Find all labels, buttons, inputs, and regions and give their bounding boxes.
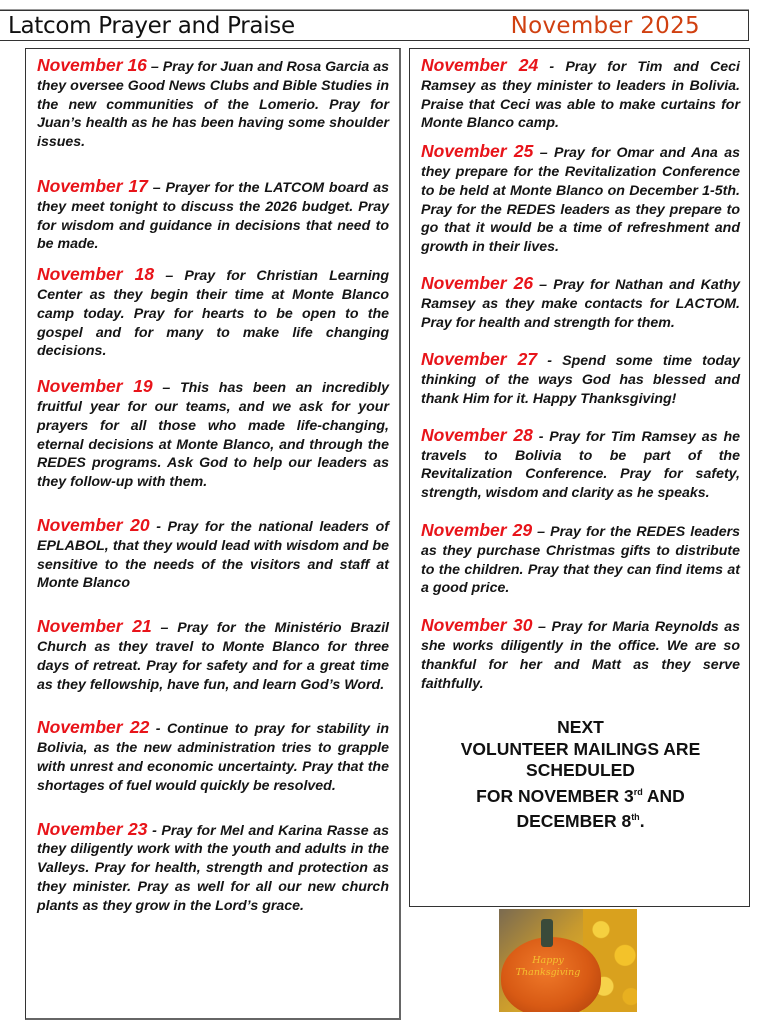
prayer-entry-nov28: November 28 - Pray for Tim Ramsey as he travels to Bolivia to be part of the Revitalization Conference. Pray for safety, strength, wisdom and clarity as he speaks. (421, 424, 740, 502)
entry-date: November 29 (421, 519, 533, 540)
entry-text: Pray for the national leaders of EPLABOL, that they would lead with wisdom and be sensitive to the needs of the visitors and staff at Monte Blanco (37, 518, 390, 592)
entry-text: Pray for Maria Reynolds as she works diligently in the office. We are so thankful for her and Matt as they serve faithfully. (421, 619, 740, 692)
entry-text: Pray for Tim and Ceci Ramsey as they minister to leaders in Bolivia. Praise that Ceci was able to make curtains for Monte Blanco camp. (421, 59, 740, 132)
thanksgiving-pumpkin-image (499, 909, 637, 1012)
volunteer-mailing-notice: NEXT VOLUNTEER MAILINGS ARE SCHEDULED FOR NOVEMBER 3rd AND DECEMBER 8th. (460, 717, 701, 832)
entry-text: Prayer for the LATCOM board as they meet tonight to discuss the 2026 budget. Pray for wisdom and guidance in decisions that need to be made. (37, 179, 389, 253)
newsletter-header (0, 10, 749, 41)
prayer-entry-nov22: November 22 - Continue to pray for stability in Bolivia, as the new administration tries to grapple with unrest and economic uncertainty. Pray that the shortages of fuel would quickly be resolved. (37, 717, 389, 794)
prayer-entry-nov27: November 27 - Spend some time today thinking of the ways God has blessed and thank Him for it. Happy Thanksgiving! (421, 349, 740, 407)
entry-text: Pray for Christian Learning Center as they begin their time at Monte Blanco camp today. Pray for hearts to be open to the gospel and for many to make life changing decisions. (37, 268, 390, 360)
prayer-entry-nov16: November 16 – Pray for Juan and Rosa Garcia as they oversee Good News Clubs and Bible Studies in the new communities of the Lomerio. Pray for Juan’s health as he has been having some shoulder issues. (37, 55, 390, 151)
right-prayer-column (409, 48, 750, 907)
entry-date: November 16 (37, 55, 147, 75)
entry-text: This has been an incredibly fruitful year for our teams, and we ask for your prayers for all those who made life-changing, eternal decisions at Monte Blanco, and through the REDES programs. Ask God to help our leaders as they follow-up with them. (37, 380, 389, 491)
entry-date: November 25 (421, 141, 534, 162)
entry-date: November 22 (37, 717, 150, 738)
entry-text: Pray for Juan and Rosa Garcia as they oversee Good News Clubs and Bible Studies in the new communities of the Lomerio. Pray for Juan’s health as he has been having some shoulder issues. (37, 59, 390, 151)
entry-date: November 17 (37, 175, 148, 196)
happy-thanksgiving-caption: Happy Thanksgiving (515, 955, 581, 978)
entry-date: November 24 (421, 55, 539, 75)
entry-text: Continue to pray for stability in Bolivia, as the new administration tries to grapple with unrest and economic uncertainty. Pray that the shortages of fuel would quickly be resolved. (37, 721, 389, 794)
prayer-entry-nov26: November 26 – Pray for Nathan and Kathy Ramsey as they make contacts for LACTOM. Pray for health and strength for them. (421, 272, 740, 331)
entry-text: Pray for Nathan and Kathy Ramsey as they make contacts for LACTOM. Pray for health and strength for them. (421, 276, 740, 331)
prayer-entry-nov24: November 24 - Pray for Tim and Ceci Ramsey as they minister to leaders in Bolivia. Praise that Ceci was able to make curtains for Monte Blanco camp. (421, 55, 740, 132)
entry-text: Pray for Omar and Ana as they prepare for the Revitalization Conference to be held at Monte Blanco on December 1-5th. Pray for the REDES leaders as they prepare to go that it would be a time of refreshment and growth in their lives. (421, 145, 740, 256)
entry-date: November 28 (421, 424, 533, 445)
prayer-entry-nov30: November 30 – Pray for Maria Reynolds as she works diligently in the office. We are so thankful for her and Matt as they serve faithfully. (421, 615, 740, 692)
entry-text: Pray for Mel and Karina Rasse as they diligently work with the youth and adults in the Valleys. Pray for health, strength and protection as they minister. Pray as well for all our new church plants as they grow in the Lord’s grace. (37, 822, 389, 914)
entry-text: Pray for the REDES leaders as they purchase Christmas gifts to distribute to the children. Pray that they can find items at a good price. (421, 523, 740, 597)
entry-date: November 21 (37, 616, 152, 637)
pumpkin-stem (541, 919, 553, 947)
entry-date: November 19 (37, 376, 153, 397)
newsletter-month: November 2025 (510, 13, 700, 39)
prayer-entry-nov17: November 17 – Prayer for the LATCOM board as they meet tonight to discuss the 2026 budget. Pray for wisdom and guidance in decisions that need to be made. (37, 175, 389, 253)
newsletter-title: Latcom Prayer and Praise (8, 13, 295, 39)
entry-date: November 27 (421, 349, 538, 370)
prayer-entry-nov23: November 23 - Pray for Mel and Karina Rasse as they diligently work with the youth and adults in the Valleys. Pray for health, strength and protection as they minister. Pray as well for all our new church plants as they grow in the Lord’s grace. (37, 818, 389, 914)
entry-text: Pray for Tim Ramsey as he travels to Bolivia to be part of the Revitalization Conference. Pray for safety, strength, wisdom and clarity as he speaks. (421, 428, 740, 502)
entry-text: Pray for the Ministério Brazil Church as they travel to Monte Blanco for three days of retreat. Pray for safety and for a great time as they fellowship, have fun, and learn God’s Word. (37, 620, 389, 693)
entry-date: November 18 (37, 264, 155, 285)
entry-text: Spend some time today thinking of the ways God has blessed and thank Him for it. Happy Thanksgiving! (421, 353, 740, 407)
prayer-entry-nov19: November 19 – This has been an incredibly fruitful year for our teams, and we ask for your prayers for all those who made life-changing, eternal decisions at Monte Blanco, and through the REDES programs. Ask God to help our leaders as they follow-up with them. (37, 376, 389, 491)
prayer-entry-nov25: November 25 – Pray for Omar and Ana as they prepare for the Revitalization Conference to be held at Monte Blanco on December 1-5th. Pray for the REDES leaders as they prepare to go that it would be a time of refreshment and growth in their lives. (421, 141, 740, 256)
entry-date: November 23 (37, 818, 148, 839)
entry-date: November 20 (37, 514, 150, 535)
prayer-entry-nov20: November 20 - Pray for the national leaders of EPLABOL, that they would lead with wisdom and be sensitive to the needs of the visitors and staff at Monte Blanco (37, 514, 390, 592)
prayer-entry-nov29: November 29 – Pray for the REDES leaders as they purchase Christmas gifts to distribute to the children. Pray that they can find items at a good price. (421, 519, 740, 597)
prayer-entry-nov18: November 18 – Pray for Christian Learning Center as they begin their time at Monte Blanco camp today. Pray for hearts to be open to the gospel and for many to make life changing decisions. (37, 264, 390, 360)
left-prayer-column (25, 48, 401, 1020)
entry-date: November 30 (421, 615, 533, 636)
entry-date: November 26 (421, 272, 534, 293)
prayer-entry-nov21: November 21 – Pray for the Ministério Brazil Church as they travel to Monte Blanco for three days of retreat. Pray for safety and for a great time as they fellowship, have fun, and learn God’s Word. (37, 616, 389, 693)
